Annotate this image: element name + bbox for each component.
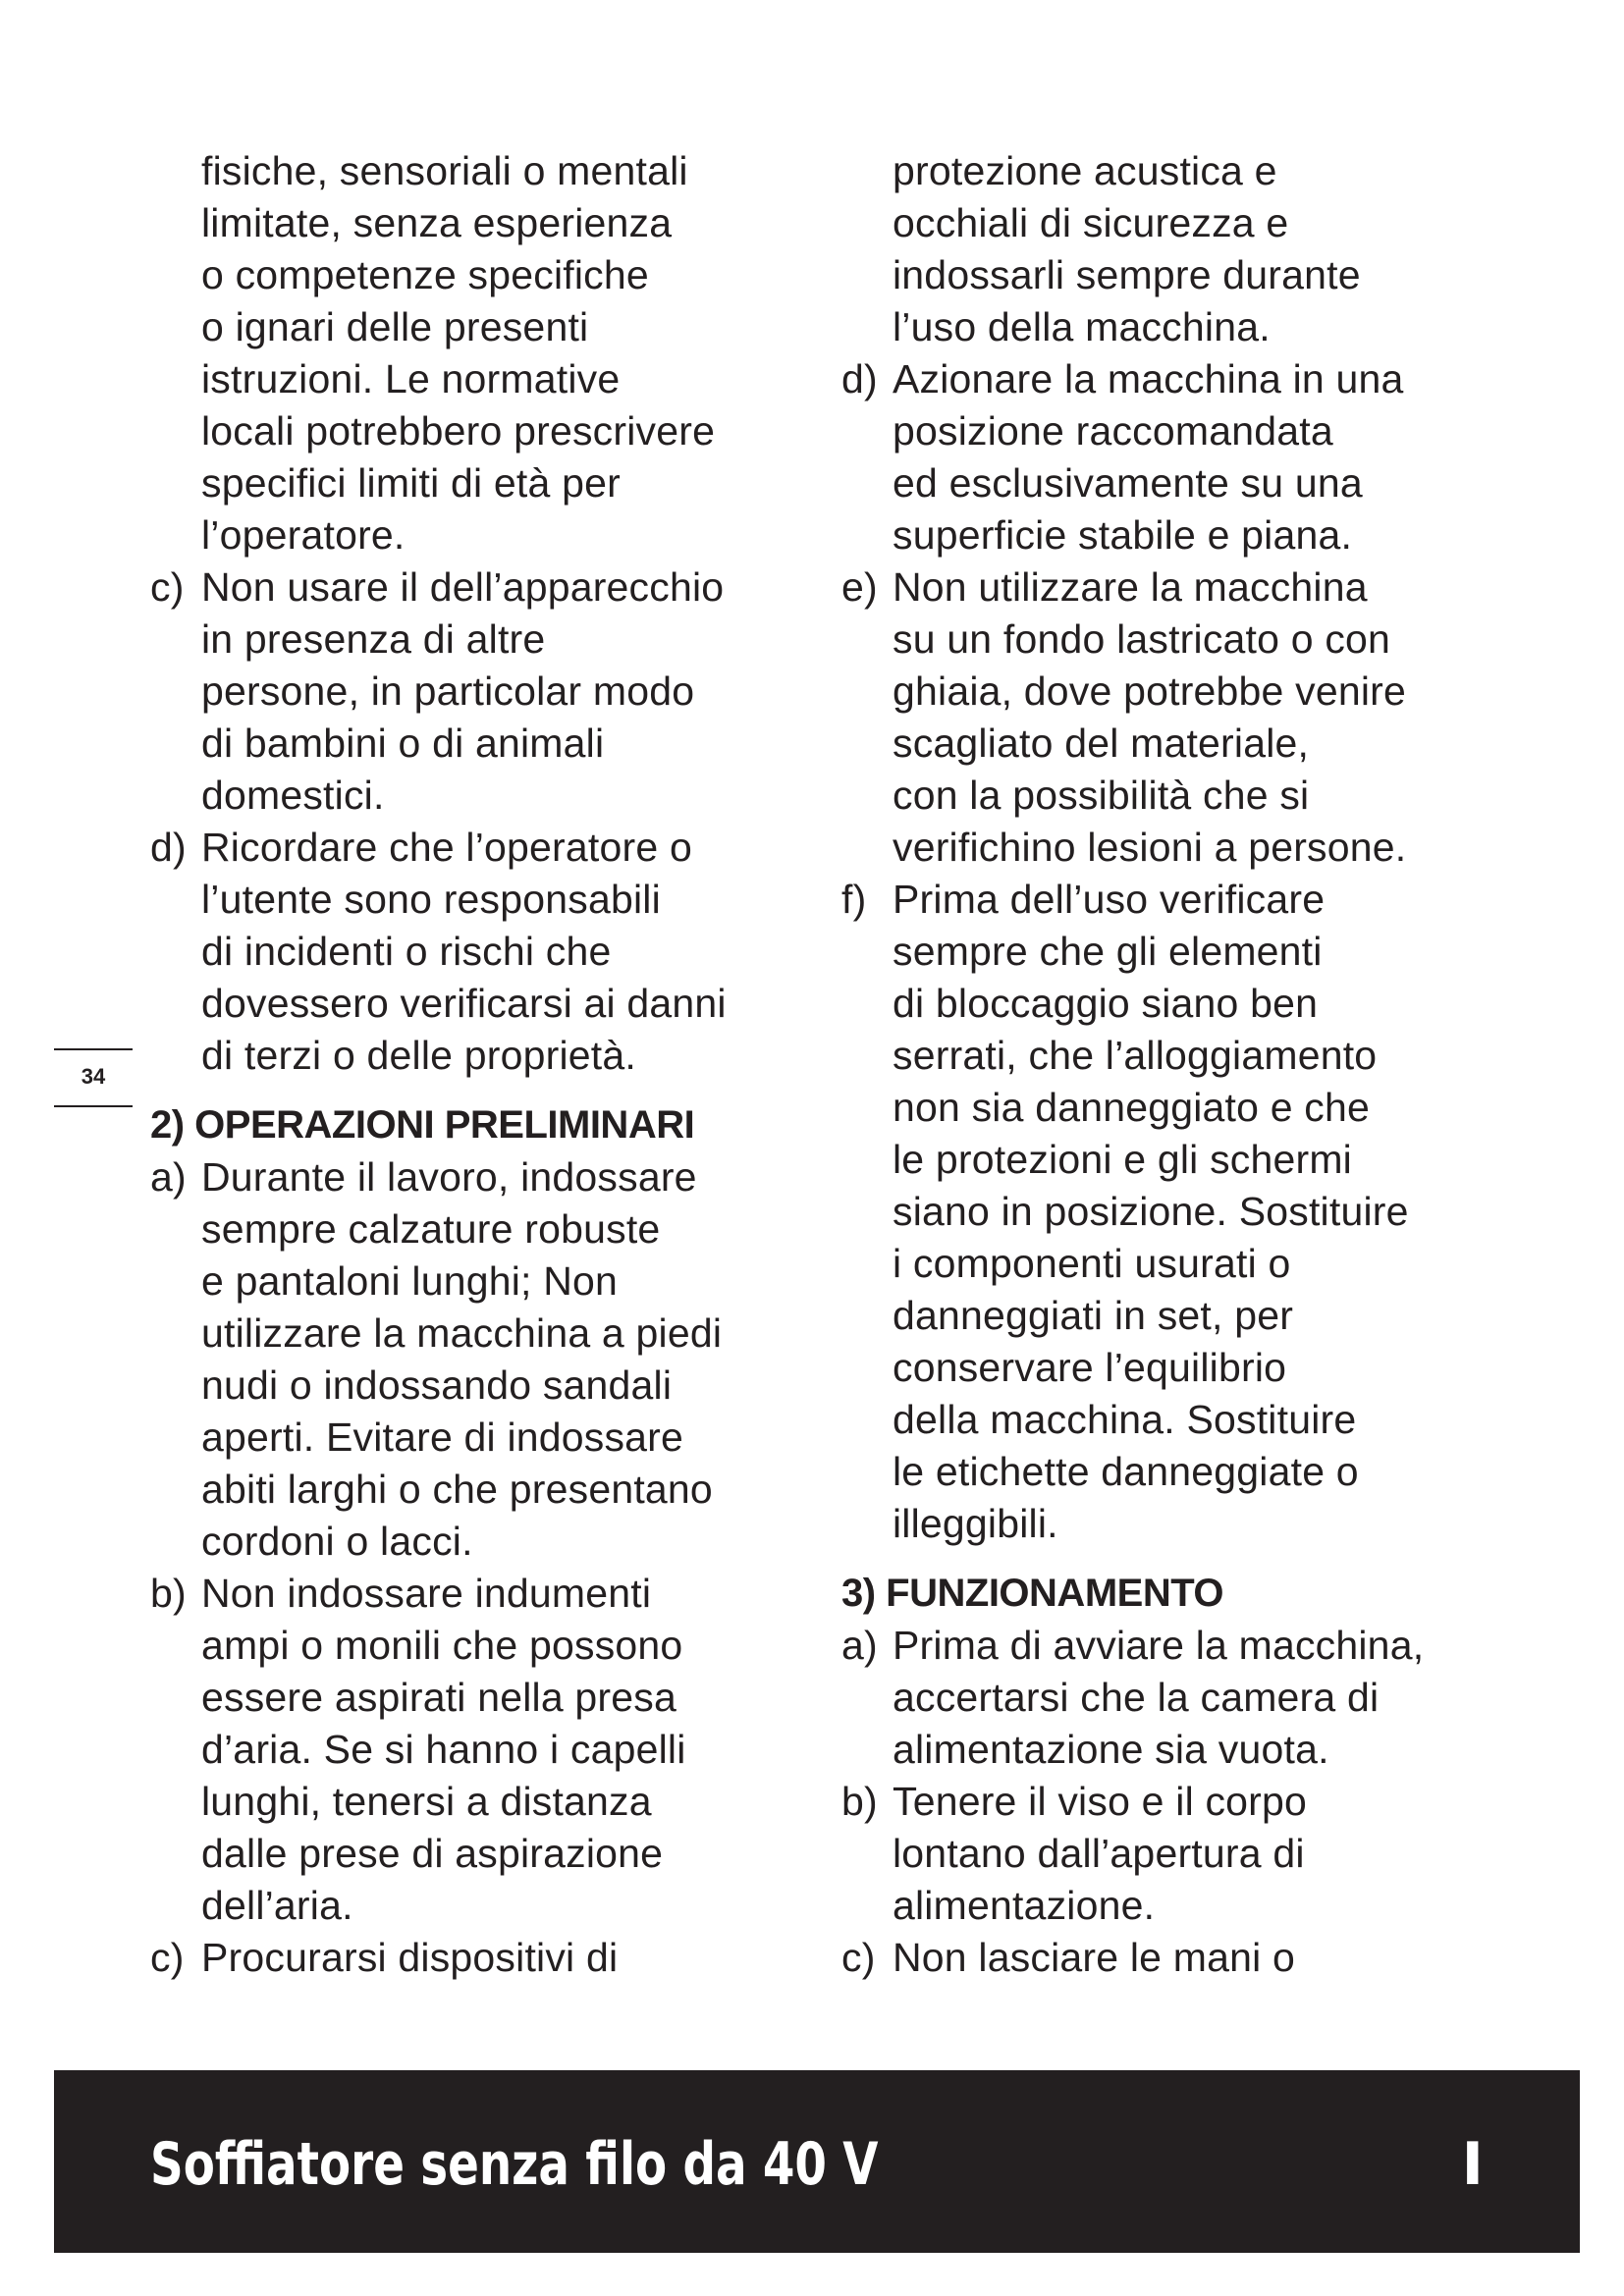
right-continued-paragraph [841, 145, 1509, 353]
text-line: dalle prese di aspirazione [201, 1831, 664, 1876]
list-item-c [841, 1932, 1509, 1984]
text-line: locali potrebbero prescrivere [201, 408, 716, 454]
text-line: l’operatore. [201, 512, 406, 558]
page-number-rule-bottom [54, 1105, 133, 1107]
text-line: i componenti usurati o [893, 1241, 1291, 1286]
item-text [893, 874, 1409, 1550]
page-number-marker [54, 1048, 133, 1107]
section-heading-preliminary-operations: 2) OPERAZIONI PRELIMINARI [150, 1103, 695, 1147]
text-line: istruzioni. Le normative [201, 356, 621, 401]
text-line: le protezioni e gli schermi [893, 1137, 1352, 1182]
text-line: o ignari delle presenti [201, 304, 589, 349]
text-line: specifici limiti di età per [201, 460, 621, 506]
text-line: domestici. [201, 773, 385, 818]
list-item-a [841, 1620, 1509, 1776]
text-line: fisiche, sensoriali o mentali [201, 148, 688, 193]
text-line: posizione raccomandata [893, 408, 1333, 454]
list-item-b [841, 1776, 1509, 1932]
item-text [201, 1151, 722, 1568]
text-line: nudi o indossando sandali [201, 1362, 673, 1408]
list-item-b [150, 1568, 818, 1932]
item-text [893, 1932, 1295, 1984]
footer-title: Soffiatore senza filo da 40 V [150, 2130, 879, 2199]
text-line: alimentazione sia vuota. [893, 1727, 1329, 1772]
text-line: essere aspirati nella presa [201, 1675, 677, 1720]
text-line: accertarsi che la camera di [893, 1675, 1380, 1720]
text-line: illeggibili. [893, 1501, 1058, 1546]
item-text [201, 1568, 686, 1932]
list-item-c2 [150, 1932, 818, 1984]
text-line: Procurarsi dispositivi di [201, 1935, 619, 1980]
text-line: alimentazione. [893, 1883, 1156, 1928]
item-label: d) [150, 825, 187, 870]
text-line: Non lasciare le mani o [893, 1935, 1296, 1980]
text-line: Tenere il viso e il corpo [893, 1779, 1308, 1824]
list-item-a [150, 1151, 818, 1568]
list-item-f [841, 874, 1509, 1550]
text-line: abiti larghi o che presentano [201, 1467, 713, 1512]
list-item-c [150, 561, 818, 822]
text-line: in presenza di altre [201, 616, 546, 662]
text-line: sempre calzature robuste [201, 1206, 661, 1252]
text-line: Azionare la macchina in una [893, 356, 1404, 401]
item-label: c) [150, 564, 185, 610]
footer-band [54, 2070, 1580, 2253]
text-line: su un fondo lastricato o con [893, 616, 1391, 662]
section-heading-operation: 3) FUNZIONAMENTO [841, 1572, 1224, 1615]
item-text [893, 1776, 1307, 1932]
text-line: persone, in particolar modo [201, 668, 695, 714]
item-label: a) [841, 1623, 878, 1668]
text-line: danneggiati in set, per [893, 1293, 1294, 1338]
text-line: Non utilizzare la macchina [893, 564, 1368, 610]
text-line: occhiali di sicurezza e [893, 200, 1289, 245]
text-line: lunghi, tenersi a distanza [201, 1779, 652, 1824]
text-line: limitate, senza esperienza [201, 200, 673, 245]
text-line: della macchina. Sostituire [893, 1397, 1357, 1442]
item-text [201, 1932, 618, 1984]
text-line: l’uso della macchina. [893, 304, 1271, 349]
page-number-rule-top [54, 1048, 133, 1050]
text-line: aperti. Evitare di indossare [201, 1415, 684, 1460]
text-line: lontano dall’apertura di [893, 1831, 1305, 1876]
item-label: e) [841, 564, 878, 610]
item-label: c) [841, 1935, 876, 1980]
text-line: l’utente sono responsabili [201, 877, 661, 922]
list-item-d [841, 353, 1509, 561]
text-line: dell’aria. [201, 1883, 353, 1928]
language-code: I [1461, 2130, 1484, 2199]
text-line: le etichette danneggiate o [893, 1449, 1359, 1494]
left-column [150, 145, 818, 1984]
text-line: ed esclusivamente su una [893, 460, 1363, 506]
text-line: d’aria. Se si hanno i capelli [201, 1727, 686, 1772]
left-continued-paragraph [150, 145, 818, 561]
text-line: di bambini o di animali [201, 721, 605, 766]
list-item-d [150, 822, 818, 1082]
item-label: b) [150, 1571, 187, 1616]
text-line: indossarli sempre durante [893, 252, 1361, 297]
page-number: 34 [81, 1064, 106, 1089]
item-label: a) [150, 1154, 187, 1200]
text-line: verifichino lesioni a persone. [893, 825, 1407, 870]
text-line: e pantaloni lunghi; Non [201, 1258, 619, 1304]
text-line: superficie stabile e piana. [893, 512, 1353, 558]
text-line: protezione acustica e [893, 148, 1277, 193]
item-label: f) [841, 877, 867, 922]
list-item-e [841, 561, 1509, 874]
text-line: Non indossare indumenti [201, 1571, 652, 1616]
text-line: di terzi o delle proprietà. [201, 1033, 636, 1078]
text-line: con la possibilità che si [893, 773, 1310, 818]
right-column [841, 145, 1509, 1984]
text-line: Non usare il dell’apparecchio [201, 564, 725, 610]
item-text [201, 561, 724, 822]
item-label: b) [841, 1779, 878, 1824]
text-line: ghiaia, dove potrebbe venire [893, 668, 1407, 714]
text-line: ampi o monili che possono [201, 1623, 683, 1668]
text-line: di bloccaggio siano ben [893, 981, 1319, 1026]
text-line: non sia danneggiato e che [893, 1085, 1371, 1130]
text-line: siano in posizione. Sostituire [893, 1189, 1409, 1234]
text-line: Durante il lavoro, indossare [201, 1154, 697, 1200]
text-line: Prima dell’uso verificare [893, 877, 1326, 922]
text-line: Prima di avviare la macchina, [893, 1623, 1425, 1668]
item-text [893, 1620, 1424, 1776]
item-label: d) [841, 356, 878, 401]
text-line: o competenze specifiche [201, 252, 649, 297]
text-line: sempre che gli elementi [893, 929, 1323, 974]
text-line: dovessero verificarsi ai danni [201, 981, 727, 1026]
item-label: c) [150, 1935, 185, 1980]
text-line: di incidenti o rischi che [201, 929, 612, 974]
item-text [201, 822, 727, 1082]
text-line: cordoni o lacci. [201, 1519, 473, 1564]
text-line: conservare l’equilibrio [893, 1345, 1287, 1390]
text-line: serrati, che l’alloggiamento [893, 1033, 1378, 1078]
text-line: scagliato del materiale, [893, 721, 1310, 766]
text-line: utilizzare la macchina a piedi [201, 1310, 723, 1356]
text-line: Ricordare che l’operatore o [201, 825, 692, 870]
item-text [893, 561, 1406, 874]
item-text [893, 353, 1403, 561]
